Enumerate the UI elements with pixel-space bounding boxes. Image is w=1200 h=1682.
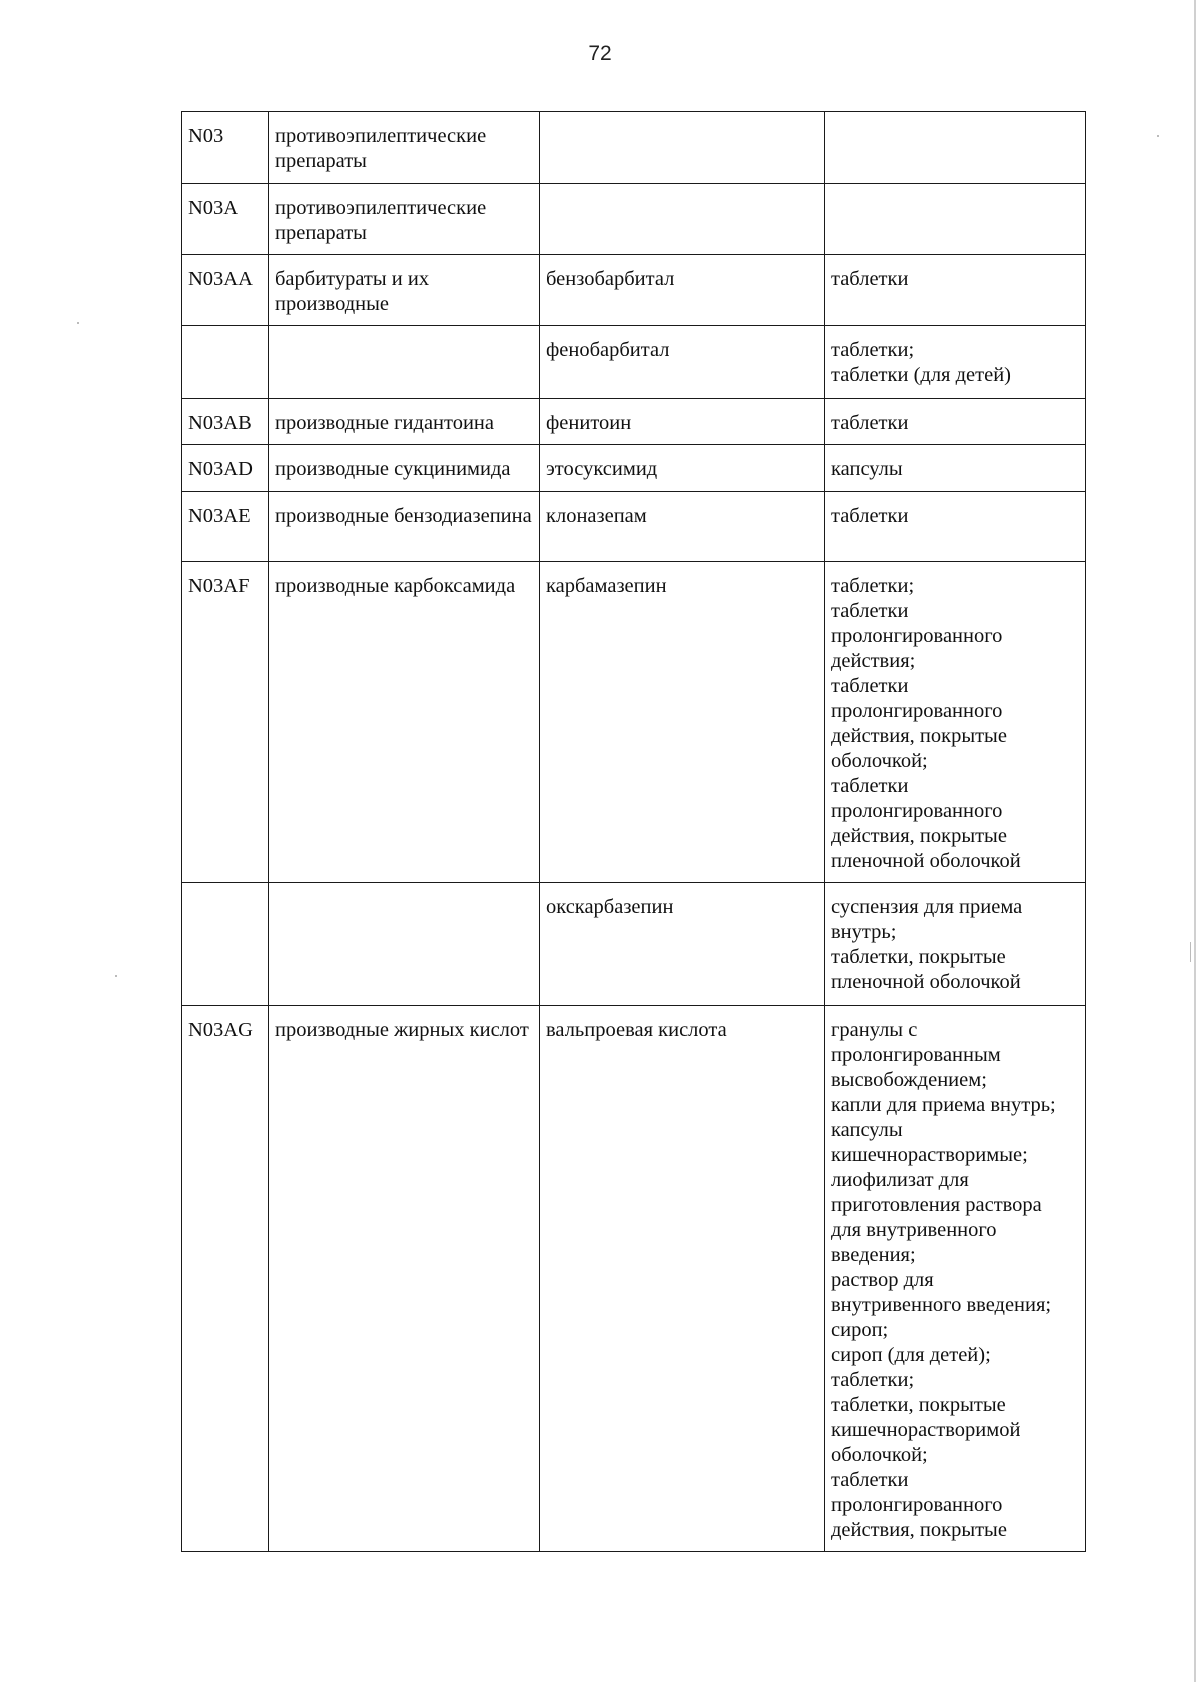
dosage-form-line: таблетки; [831, 575, 915, 597]
dosage-forms-cell [825, 399, 1086, 445]
dosage-form-line: приготовления раствора [831, 1194, 1042, 1216]
atc-code-cell: N03 [182, 112, 269, 184]
dosage-form-line: капли для приема внутрь; [831, 1094, 1056, 1116]
dosage-form-line: оболочкой; [831, 750, 928, 772]
atc-code-cell: N03AA [182, 255, 269, 326]
drug-name-cell: фенитоин [540, 399, 825, 445]
page-number: 72 [588, 42, 612, 65]
drug-name-cell [540, 184, 825, 255]
drug-name-cell: бензобарбитал [540, 255, 825, 326]
scan-edge-line [1194, 0, 1196, 1682]
dosage-form-line: таблетки (для детей) [831, 364, 1011, 386]
dosage-form-line: суспензия для приема [831, 896, 1023, 918]
drug-name-cell: карбамазепин [540, 562, 825, 883]
atc-code-cell: N03A [182, 184, 269, 255]
dosage-form-line: таблетки [831, 268, 909, 290]
group-name-cell [269, 883, 540, 1006]
dosage-form-line: таблетки; [831, 1369, 915, 1391]
atc-code-cell: N03AD [182, 445, 269, 492]
atc-code-cell: N03AG [182, 1006, 269, 1552]
table-row [182, 1006, 1086, 1552]
drug-name-cell: окскарбазепин [540, 883, 825, 1006]
dosage-form-line: для внутривенного [831, 1219, 997, 1241]
dosage-form-line: внутривенного введения; [831, 1294, 1052, 1316]
dosage-form-line: таблетки [831, 1469, 909, 1491]
dosage-forms-cell [825, 112, 1086, 184]
atc-code-cell: N03AF [182, 562, 269, 883]
dosage-form-line: капсулы [831, 1119, 903, 1141]
dosage-form-line: действия, покрытые [831, 725, 1007, 747]
atc-code-cell: N03AE [182, 492, 269, 562]
group-name-cell: противоэпилептические препараты [269, 184, 540, 255]
table-row [182, 184, 1086, 255]
dosage-form-line: лиофилизат для [831, 1169, 969, 1191]
drug-name-cell [540, 112, 825, 184]
dosage-form-line: таблетки [831, 675, 909, 697]
dosage-form-line: введения; [831, 1244, 916, 1266]
dosage-form-line: гранулы с [831, 1019, 918, 1041]
scan-speck [115, 975, 117, 977]
dosage-forms-cell [825, 1006, 1086, 1552]
group-name-cell: производные жирных кислот [269, 1006, 540, 1552]
table-row [182, 326, 1086, 399]
dosage-form-line: таблетки [831, 775, 909, 797]
dosage-form-line: высвобождением; [831, 1069, 987, 1091]
dosage-form-line: пленочной оболочкой [831, 971, 1021, 993]
dosage-forms-cell [825, 883, 1086, 1006]
drug-name-cell: фенобарбитал [540, 326, 825, 399]
group-name-cell: производные карбоксамида [269, 562, 540, 883]
dosage-form-line: таблетки; [831, 339, 915, 361]
table-body [182, 112, 1086, 1552]
drug-name-cell: этосуксимид [540, 445, 825, 492]
dosage-form-line: таблетки, покрытые [831, 1394, 1006, 1416]
group-name-cell: производные гидантоина [269, 399, 540, 445]
drug-name-cell: вальпроевая кислота [540, 1006, 825, 1552]
dosage-form-line: раствор для [831, 1269, 934, 1291]
dosage-form-line: оболочкой; [831, 1444, 928, 1466]
atc-code-cell [182, 883, 269, 1006]
drug-classification-table [181, 111, 1086, 1552]
dosage-form-line: действия, покрытые [831, 825, 1007, 847]
scan-speck [1157, 135, 1159, 137]
dosage-form-line: кишечнорастворимые; [831, 1144, 1028, 1166]
group-name-cell: производные сукцинимида [269, 445, 540, 492]
table-row [182, 562, 1086, 883]
group-name-cell: противоэпилептические препараты [269, 112, 540, 184]
drug-name-cell: клоназепам [540, 492, 825, 562]
dosage-forms-cell [825, 255, 1086, 326]
dosage-form-line: пролонгированного [831, 625, 1003, 647]
dosage-form-line: пролонгированного [831, 700, 1003, 722]
table-row [182, 255, 1086, 326]
dosage-form-line: действия; [831, 650, 916, 672]
dosage-form-line: внутрь; [831, 921, 897, 943]
scan-speck [77, 322, 79, 324]
dosage-form-line: действия, покрытые [831, 1519, 1007, 1541]
dosage-form-line: капсулы [831, 458, 903, 480]
dosage-forms-cell [825, 326, 1086, 399]
dosage-form-line: пролонгированным [831, 1044, 1001, 1066]
table-row [182, 492, 1086, 562]
dosage-form-line: таблетки [831, 505, 909, 527]
table-row [182, 883, 1086, 1006]
group-name-cell: производные бензодиазепина [269, 492, 540, 562]
dosage-form-line: сироп; [831, 1319, 889, 1341]
table-row [182, 445, 1086, 492]
dosage-form-line: пролонгированного [831, 800, 1003, 822]
dosage-form-line: таблетки [831, 412, 909, 434]
dosage-form-line: пленочной оболочкой [831, 850, 1021, 872]
dosage-forms-cell [825, 184, 1086, 255]
table-row [182, 112, 1086, 184]
dosage-forms-cell [825, 562, 1086, 883]
dosage-form-line: сироп (для детей); [831, 1344, 991, 1366]
group-name-cell: барбитураты и их производные [269, 255, 540, 326]
scan-speck [1190, 942, 1191, 962]
dosage-form-line: кишечнорастворимой [831, 1419, 1021, 1441]
atc-code-cell: N03AB [182, 399, 269, 445]
atc-code-cell [182, 326, 269, 399]
dosage-forms-cell [825, 445, 1086, 492]
dosage-form-line: таблетки [831, 600, 909, 622]
table-row [182, 399, 1086, 445]
dosage-form-line: пролонгированного [831, 1494, 1003, 1516]
dosage-forms-cell [825, 492, 1086, 562]
group-name-cell [269, 326, 540, 399]
dosage-form-line: таблетки, покрытые [831, 946, 1006, 968]
